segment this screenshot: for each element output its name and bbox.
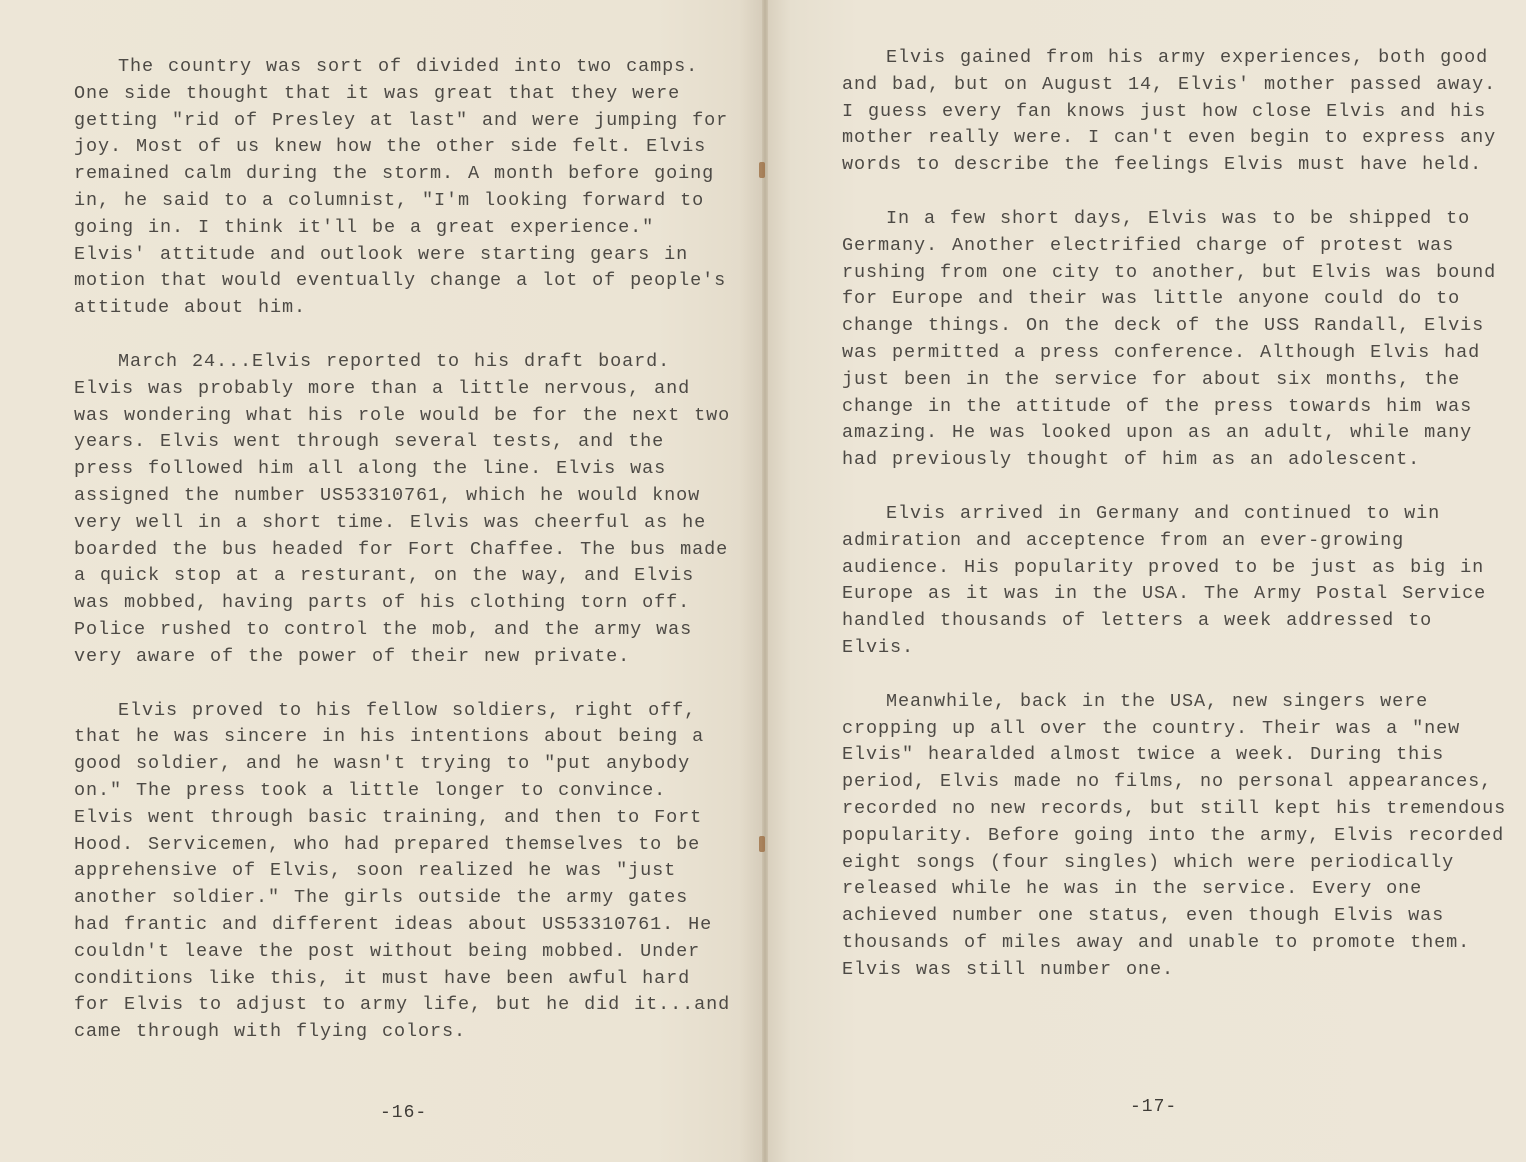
right-page: [768, 0, 1526, 1162]
page-number-left: -16-: [380, 1103, 428, 1123]
left-paragraph-3: Elvis proved to his fellow soldiers, right off, that he was sincere in his intentions about being a good soldier, and he wasn't trying to "put anybody on." The press took a little longer to convince. Elvis went through basic training, and then to Fort Hood. Servicemen, who had prepared themselves to be apprehensive of Elvis, soon realized he was "just another soldier." The girls outside the army gates had frantic and different ideas about US53310761. He couldn't leave the post without being mobbed. Under conditions like this, it must have been awful hard for Elvis to adjust to army life, but he did it...and came through with flying colors.: [74, 699, 731, 1043]
staple-bottom: [759, 836, 765, 852]
staple-top: [759, 162, 765, 178]
right-paragraph-4: Meanwhile, back in the USA, new singers were cropping up all over the country. Their was a "new Elvis" hearalded almost twice a week. During this period, Elvis made no films, no personal appearances, recorded no new records, but still kept his tremendous popularity. Before going into the army, Elvis recorded eight songs (four singles) which were periodically released while he was in the service. Every one achieved number one status, even though Elvis was thousands of miles away and unable to promote them. Elvis was still number one.: [842, 690, 1507, 980]
page-number-right: -17-: [1130, 1097, 1178, 1117]
left-paragraph-2: March 24...Elvis reported to his draft board. Elvis was probably more than a little nervous, and was wondering what his role would be for the next two years. Elvis went through several tests, and the press followed him all along the line. Elvis was assigned the number US53310761, which he would know very well in a short time. Elvis was cheerful as he boarded the bus headed for Fort Chaffee. The bus made a quick stop at a resturant, on the way, and Elvis was mobbed, having parts of his clothing torn off. Police rushed to control the mob, and the army was very aware of the power of their new private.: [74, 350, 731, 667]
left-paragraph-1: The country was sort of divided into two camps. One side thought that it was great that they were getting "rid of Presley at last" and were jumping for joy. Most of us knew how the other side felt. Elvis remained calm during the storm. A month before going in, he said to a columnist, "I'm looking forward to going in. I think it'll be a great experience." Elvis' attitude and outlook were starting gears in motion that would eventually change a lot of people's attitude about him.: [74, 56, 729, 319]
right-paragraph-2: In a few short days, Elvis was to be shipped to Germany. Another electrified charge of protest was rushing from one city to another, but Elvis was bound for Europe and their was little anyone could do to change things. On the deck of the USS Randall, Elvis was permitted a press conference. Although Elvis had just been in the service for about six months, the change in the attitude of the press towards him was amazing. He was looked upon as an adult, while many had previously thought of him as an adolescent.: [842, 207, 1497, 471]
left-page: [0, 0, 762, 1162]
right-paragraph-1: Elvis gained from his army experiences, both good and bad, but on August 14, Elvis' mother passed away. I guess every fan knows just how close Elvis and his mother really were. I can't even begin to express any words to describe the feelings Elvis must have held.: [842, 47, 1497, 176]
right-paragraph-3: Elvis arrived in Germany and continued to win admiration and acceptence from an ever-growing audience. His popularity proved to be just as big in Europe as it was in the USA. The Army Postal Service handled thousands of letters a week addressed to Elvis.: [842, 502, 1487, 658]
